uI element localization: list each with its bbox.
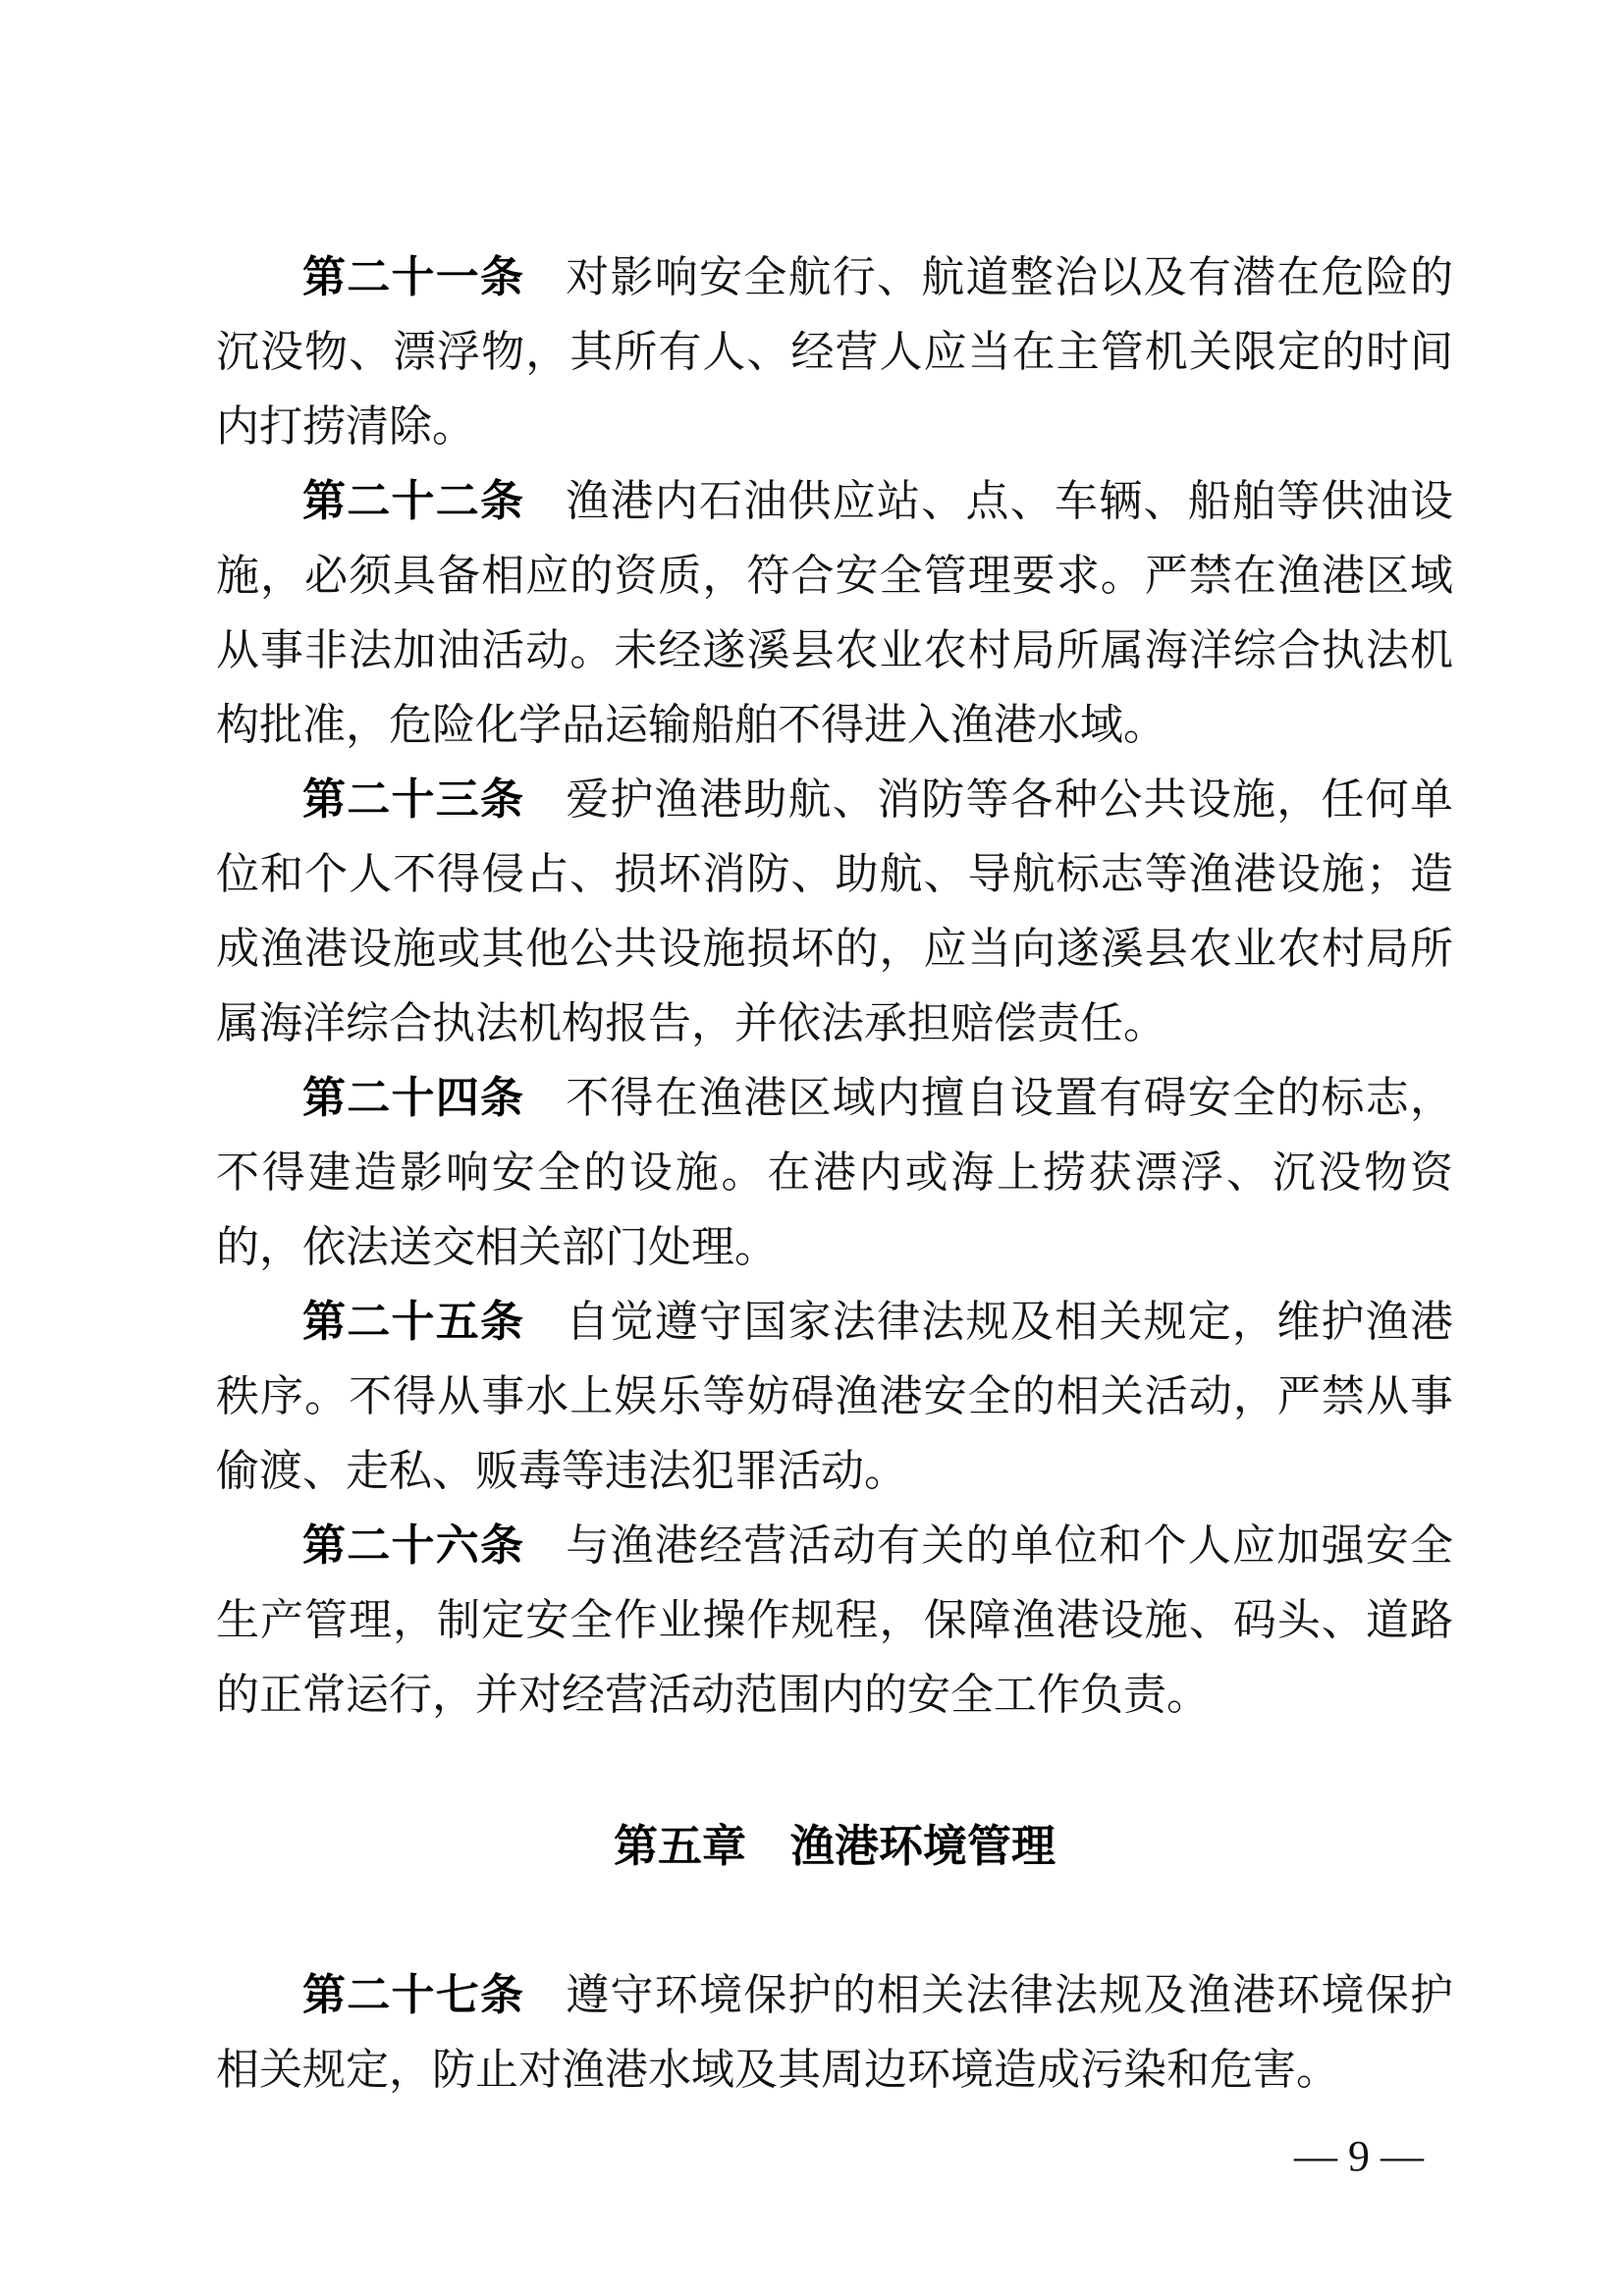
article-26-paragraph [216, 1509, 1453, 1733]
article-23-number: 第二十三条 [302, 775, 525, 824]
article-27-paragraph [216, 1958, 1453, 2108]
article-22-text: 渔港内石油供应站、点、车辆、船舶等供油设施，必须具备相应的资质，符合安全管理要求。严禁在渔港区域从事非法加油活动。未经遂溪县农业农村局所属海洋综合执法机构批准，危险化学品运输船舶不得进入渔港水域。 [216, 477, 1453, 749]
article-23-paragraph [216, 763, 1453, 1061]
article-22-paragraph [216, 464, 1453, 763]
article-21-paragraph [216, 240, 1453, 464]
page-content [216, 240, 1453, 2194]
chapter-heading: 第五章 渔港环境管理 [613, 1821, 1056, 1871]
article-21-text: 对影响安全航行、航道整治以及有潜在危险的沉没物、漂浮物，其所有人、经营人应当在主管机关限定的时间内打捞清除。 [216, 253, 1453, 451]
article-25-text: 自觉遵守国家法律法规及相关规定，维护渔港秩序。不得从事水上娱乐等妨碍渔港安全的相关活动，严禁从事偷渡、走私、贩毒等违法犯罪活动。 [216, 1298, 1453, 1495]
article-27-number: 第二十七条 [302, 1971, 525, 2019]
article-22-number: 第二十二条 [302, 477, 525, 525]
article-25-paragraph [216, 1285, 1453, 1509]
article-23-text: 爱护渔港助航、消防等各种公共设施，任何单位和个人不得侵占、损坏消防、助航、导航标志等渔港设施；造成渔港设施或其他公共设施损坏的，应当向遂溪县农业农村局所属海洋综合执法机构报告，并依法承担赔偿责任。 [216, 775, 1453, 1047]
article-27-text: 遵守环境保护的相关法律法规及渔港环境保护相关规定，防止对渔港水域及其周边环境造成污染和危害。 [216, 1971, 1453, 2094]
article-24-number: 第二十四条 [302, 1074, 525, 1122]
article-26-text: 与渔港经营活动有关的单位和个人应加强安全生产管理，制定安全作业操作规程，保障渔港设施、码头、道路的正常运行，并对经营活动范围内的安全工作负责。 [216, 1522, 1453, 1719]
article-24-paragraph [216, 1061, 1453, 1285]
article-24-text: 不得在渔港区域内擅自设置有碍安全的标志，不得建造影响安全的设施。在港内或海上捞获漂浮、沉没物资的，依法送交相关部门处理。 [216, 1074, 1453, 1271]
article-26-number: 第二十六条 [302, 1522, 525, 1570]
article-21-number: 第二十一条 [302, 253, 525, 301]
article-25-number: 第二十五条 [302, 1298, 525, 1346]
page-number: — 9 — [1294, 2132, 1424, 2180]
